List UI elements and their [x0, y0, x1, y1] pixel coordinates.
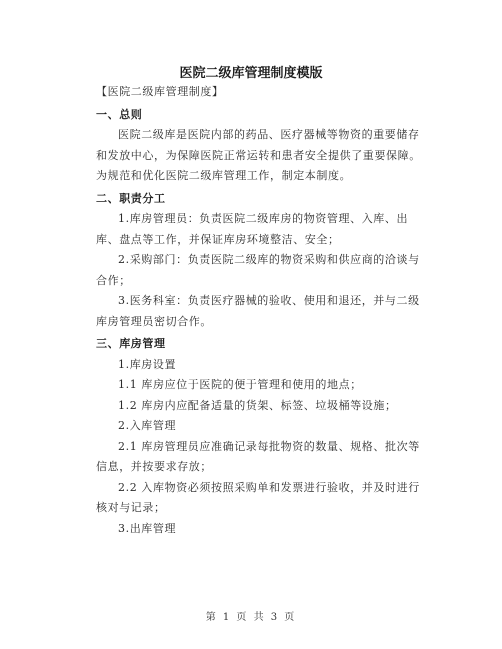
- document-subtitle: 【医院二级库管理制度】: [96, 85, 224, 98]
- page-number-footer: 第 1 页 共 3 页: [205, 612, 297, 623]
- paragraph: 3.医务科室：负责医疗器械的验收、使用和退还，并与二级库房管理员密切合作。: [96, 294, 420, 328]
- paragraph: 2.入库管理: [118, 419, 177, 432]
- section-heading-general: 一、总则: [96, 107, 143, 121]
- section-heading-warehouse: 三、库房管理: [96, 337, 166, 350]
- paragraph: 1.2 库房内应配备适量的货架、标签、垃圾桶等设施；: [118, 398, 397, 412]
- paragraph: 2.采购部门：负责医院二级库的物资采购和供应商的洽谈与合作；: [96, 253, 420, 287]
- paragraph: 3.出库管理: [118, 521, 177, 535]
- paragraph: 2.1 库房管理员应准确记录每批物资的数量、规格、批次等信息，并按要求存放；: [96, 439, 420, 473]
- paragraph: 1.库房设置: [118, 357, 177, 371]
- paragraph: 1.库房管理员：负责医院二级库房的物资管理、入库、出库、盘点等工作，并保证库房环境整洁、安全；: [96, 212, 409, 246]
- document-body: [96, 82, 422, 539]
- paragraph: 医院二级库是医院内部的药品、医疗器械等物资的重要储存和发放中心，为保障医院正常运转和患者安全提供了重要保障。为规范和优化医院二级库管理工作，制定本制度。: [96, 128, 421, 182]
- document-title: 医院二级库管理制度模版: [179, 66, 323, 81]
- section-heading-responsibilities: 二、职责分工: [96, 191, 166, 205]
- paragraph: 1.1 库房应位于医院的便于管理和使用的地点；: [118, 378, 362, 391]
- paragraph: 2.2 入库物资必须按照采购单和发票进行验收，并及时进行核对与记录；: [96, 480, 420, 514]
